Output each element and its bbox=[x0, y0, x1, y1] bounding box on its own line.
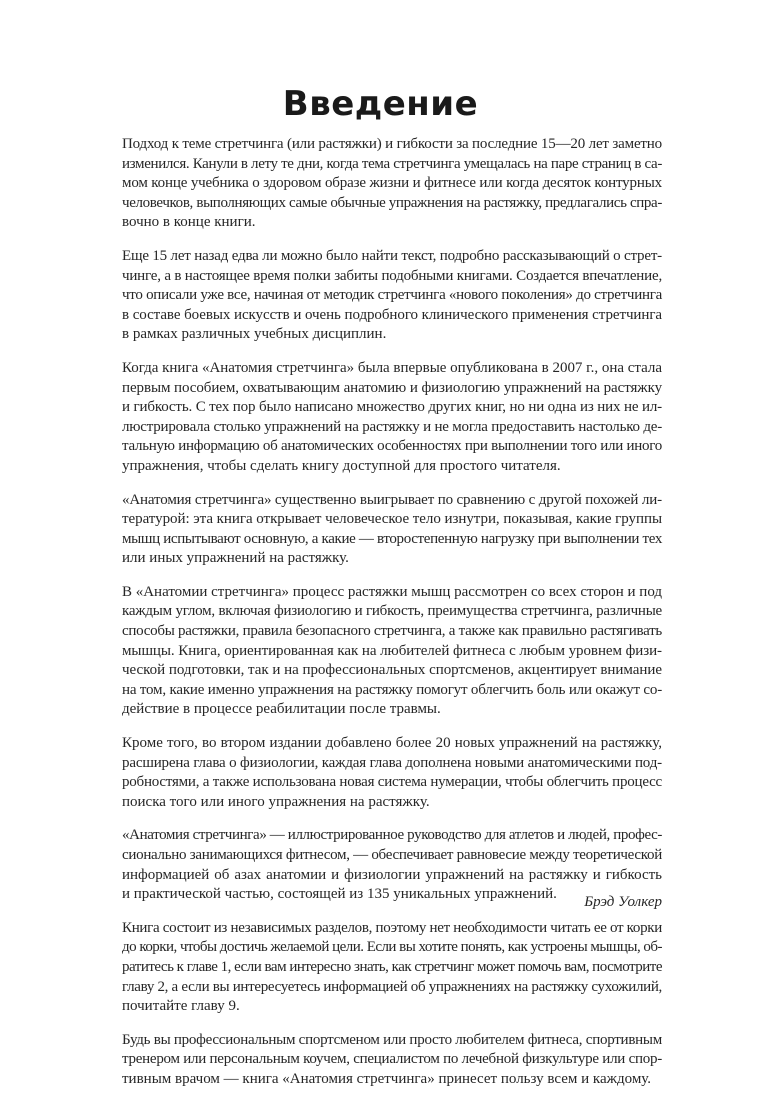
text-line: вочно в конце книги. bbox=[122, 214, 256, 231]
text-line: и гибкость. С тех пор было написано множество других книг, но ни одна из них не ил- bbox=[122, 399, 662, 416]
text-line: упражнения, чтобы сделать книгу доступной для простого читателя. bbox=[122, 457, 561, 474]
text-line: что описали уже все, начиная от методик стретчинга «нового поколения» до стретчинга bbox=[122, 287, 662, 304]
paragraph-2 bbox=[122, 247, 662, 345]
text-line: Будь вы профессиональным спортсменом или просто любителем фитнеса, спортивным bbox=[122, 1031, 662, 1048]
body-text bbox=[122, 135, 662, 1104]
text-line: тальную информацию об анатомических особенностях при выполнении того или иного bbox=[122, 438, 662, 455]
text-line: каждым углом, включая физиологию и гибкость, преимущества стретчинга, различные bbox=[122, 603, 662, 620]
text-line: в составе боевых искусств и очень подробного клинического применения стретчинга bbox=[122, 306, 662, 323]
text-line: до корки, чтобы достичь желаемой цели. Если вы хотите понять, как устроены мышцы, об- bbox=[122, 939, 662, 956]
text-line: «Анатомия стретчинга» существенно выигрывает по сравнению с другой похожей ли- bbox=[122, 491, 662, 508]
author-signature: Брэд Уолкер bbox=[584, 894, 662, 910]
text-line: главу 2, а если вы интересуетесь информацией об упражнениях на растяжку сухожилий, bbox=[122, 978, 662, 995]
text-line: изменился. Канули в лету те дни, когда тема стретчинга умещалась на паре страниц в са- bbox=[122, 155, 662, 172]
paragraph-9 bbox=[122, 1031, 662, 1090]
text-line: ческой подготовки, так и на профессиональных спортсменов, акцентирует внимание bbox=[122, 662, 662, 679]
text-line: почитайте главу 9. bbox=[122, 998, 240, 1015]
text-line: способы растяжки, правила безопасного стретчинга, а также как правильно растягивать bbox=[122, 623, 663, 640]
text-line: люстрировала столько упражнений на растяжку и не могла предоставить настолько де- bbox=[122, 418, 662, 435]
text-line: В «Анатомии стретчинга» процесс растяжки мышц рассмотрен со всех сторон и под bbox=[122, 583, 662, 600]
text-line: или иных упражнений на растяжку. bbox=[122, 550, 349, 567]
text-line: сионально занимающихся фитнесом, — обеспечивает равновесие между теоретической bbox=[122, 847, 662, 863]
text-line: и практической частью, состоящей из 135 уникальных упражнений. bbox=[122, 886, 557, 903]
text-line: поиска того или иного упражнения на растяжку. bbox=[122, 793, 430, 810]
text-line: мом конце учебника о здоровом образе жизни и фитнесе или когда десяток контурных bbox=[122, 175, 662, 192]
text-line: в рамках различных учебных дисциплин. bbox=[122, 326, 387, 343]
paragraph-7 bbox=[122, 826, 662, 904]
text-line: Кроме того, во втором издании добавлено более 20 новых упражнений на растяжку, bbox=[122, 735, 662, 752]
text-line: Подход к теме стретчинга (или растяжки) и гибкости за последние 15—20 лет заметно bbox=[122, 136, 662, 152]
text-line: на том, какие именно упражнения на растяжку помогут облегчить боль или окажут со- bbox=[122, 681, 662, 698]
paragraph-4 bbox=[122, 491, 662, 569]
text-line: чинге, а в настоящее время полки забиты подобными книгами. Создается впечатление, bbox=[122, 267, 662, 284]
paragraph-1 bbox=[122, 135, 662, 233]
paragraph-8 bbox=[122, 919, 662, 1017]
text-line: Книга состоит из независимых разделов, поэтому нет необходимости читать ее от корки bbox=[122, 919, 662, 936]
text-line: мышцы. Книга, ориентированная как на любителей фитнеса с любым уровнем физи- bbox=[122, 642, 662, 659]
text-line: Когда книга «Анатомия стретчинга» была впервые опубликована в 2007 г., она стала bbox=[122, 359, 662, 376]
page-title: Введение bbox=[282, 84, 479, 124]
text-line: «Анатомия стретчинга» — иллюстрированное руководство для атлетов и людей, профес- bbox=[122, 827, 662, 844]
text-line: тивным врачом — книга «Анатомия стретчинга» принесет пользу всем и каждому. bbox=[122, 1070, 652, 1087]
text-line: робностями, а также использована новая система нумерации, чтобы облегчить процесс bbox=[122, 774, 662, 791]
text-line: тературой: эта книга открывает человеческое тело изнутри, показывая, какие группы bbox=[122, 511, 662, 528]
text-line: ратитесь к главе 1, если вам интересно знать, как стретчинг может помочь вам, посмотрите bbox=[122, 958, 662, 975]
text-line: расширена глава о физиологии, каждая глава дополнена новыми анатомическими под- bbox=[122, 754, 662, 771]
paragraph-5 bbox=[122, 583, 662, 720]
text-line: тренером или персональным коучем, специалистом по лечебной физкультуре или спор- bbox=[122, 1051, 662, 1068]
paragraph-6 bbox=[122, 734, 662, 812]
text-line: человечков, выполняющих самые обычные упражнения на растяжку, предлагались спра- bbox=[122, 194, 662, 211]
text-line: Еще 15 лет назад едва ли можно было найти текст, подробно рассказывающий о стрет- bbox=[122, 247, 662, 264]
text-line: информацией об азах анатомии и физиологии упражнений на растяжку и гибкость bbox=[122, 866, 662, 883]
text-line: первым пособием, охватывающим анатомию и физиологию упражнений на растяжку bbox=[122, 379, 662, 396]
text-line: мышц испытывают основную, а какие — второстепенную нагрузку при выполнении тех bbox=[122, 530, 662, 547]
text-line: действие в процессе реабилитации после травмы. bbox=[122, 701, 441, 718]
paragraph-3 bbox=[122, 359, 662, 477]
